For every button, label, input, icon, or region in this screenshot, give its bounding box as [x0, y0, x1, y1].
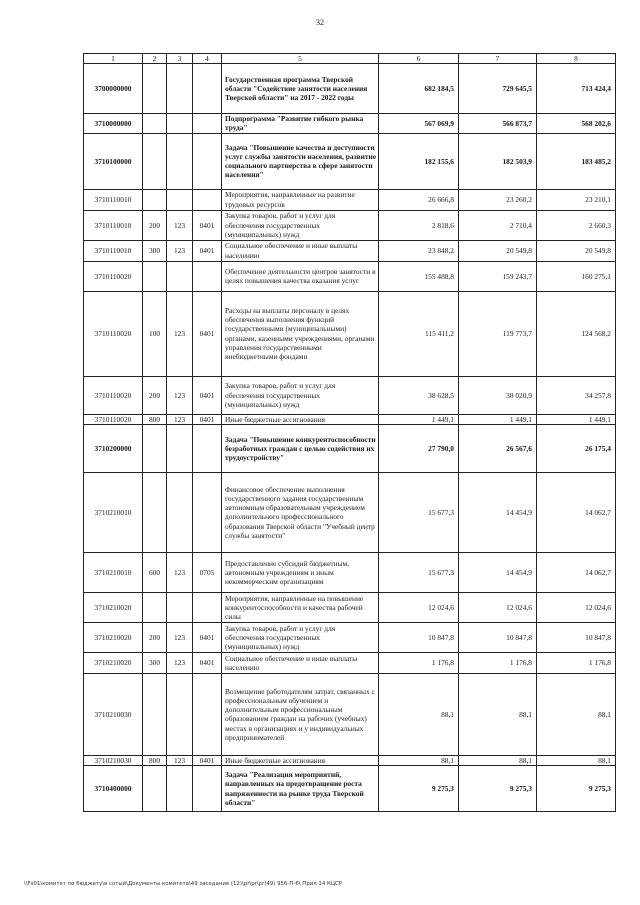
table-row [84, 189, 616, 210]
amount-year1-cell: 88,1 [379, 755, 459, 765]
description-cell: Закупка товаров, работ и услуг для обеспечения государственных (муниципальных) нужд [222, 376, 379, 414]
table-row [84, 240, 616, 261]
kvr-code-cell: 200 [143, 376, 167, 414]
amount-year3-cell: 713 424,4 [537, 64, 616, 114]
table-row [84, 592, 616, 622]
kosgu-code-cell [167, 424, 193, 472]
amount-year3-cell: 14 062,7 [537, 472, 616, 552]
amount-year3-cell: 34 257,8 [537, 376, 616, 414]
footer-file-path: \\Fs01\комитет по бюджету\в сотый\Документы комитета\49 заседание (12)\pr\pr\pr(49) 956-П-6\ Прил 14 КЦСР [24, 881, 343, 887]
header-cell: 6 [379, 54, 459, 64]
amount-year3-cell: 26 175,4 [537, 424, 616, 472]
amount-year2-cell: 88,1 [459, 755, 537, 765]
header-cell: 5 [222, 54, 379, 64]
amount-year3-cell: 568 202,6 [537, 114, 616, 133]
amount-year1-cell: 15 677,3 [379, 472, 459, 552]
kvr-code-cell: 200 [143, 210, 167, 240]
amount-year3-cell: 183 485,2 [537, 133, 616, 189]
section-code-cell: 0401 [193, 622, 222, 652]
table-row [84, 552, 616, 592]
kvr-code-cell [143, 189, 167, 210]
amount-year2-cell: 26 567,6 [459, 424, 537, 472]
kvr-code-cell [143, 261, 167, 291]
description-cell: Предоставление субсидий бюджетным, автономным учреждениям и иным некоммерческим организациям [222, 552, 379, 592]
description-cell: Подпрограмма "Развитие гибкого рынка труда" [222, 114, 379, 133]
csr-code-cell: 3710210020 [84, 622, 143, 652]
section-code-cell [193, 673, 222, 755]
amount-year3-cell: 14 062,7 [537, 552, 616, 592]
kosgu-code-cell: 123 [167, 552, 193, 592]
amount-year2-cell: 1 449,1 [459, 414, 537, 424]
section-code-cell: 0401 [193, 755, 222, 765]
description-cell: Возмещение работодателям затрат, связанных с профессиональным обучением и дополнительным профессиональным образованием граждан на рабочих (учебных) местах в организациях и у индивидуальных предпринимателей [222, 673, 379, 755]
amount-year3-cell: 2 660,3 [537, 210, 616, 240]
amount-year3-cell: 160 275,1 [537, 261, 616, 291]
section-code-cell: 0401 [193, 291, 222, 376]
table-row [84, 424, 616, 472]
header-cell: 4 [193, 54, 222, 64]
description-cell: Обеспечение деятельности центров занятости в целях повышения качества оказания услуг [222, 261, 379, 291]
amount-year2-cell: 729 645,5 [459, 64, 537, 114]
header-row [84, 54, 616, 64]
kvr-code-cell: 100 [143, 291, 167, 376]
amount-year2-cell: 88,1 [459, 673, 537, 755]
kosgu-code-cell [167, 673, 193, 755]
table-row [84, 64, 616, 114]
csr-code-cell: 3710110020 [84, 291, 143, 376]
description-cell: Иные бюджетные ассигнования [222, 755, 379, 765]
kosgu-code-cell: 123 [167, 755, 193, 765]
section-code-cell [193, 766, 222, 812]
table-row [84, 652, 616, 673]
section-code-cell [193, 133, 222, 189]
csr-code-cell: 3710210030 [84, 673, 143, 755]
kvr-code-cell [143, 133, 167, 189]
amount-year1-cell: 682 184,5 [379, 64, 459, 114]
csr-code-cell: 3710110010 [84, 240, 143, 261]
amount-year1-cell: 26 666,8 [379, 189, 459, 210]
amount-year3-cell: 10 847,8 [537, 622, 616, 652]
section-code-cell [193, 261, 222, 291]
csr-code-cell: 3710110010 [84, 189, 143, 210]
amount-year1-cell: 1 176,8 [379, 652, 459, 673]
csr-code-cell: 3710400000 [84, 766, 143, 812]
amount-year3-cell: 9 275,3 [537, 766, 616, 812]
csr-code-cell: 3710210010 [84, 552, 143, 592]
amount-year2-cell: 2 710,4 [459, 210, 537, 240]
kvr-code-cell: 600 [143, 552, 167, 592]
table-row [84, 133, 616, 189]
kosgu-code-cell [167, 766, 193, 812]
kosgu-code-cell: 123 [167, 622, 193, 652]
amount-year1-cell: 23 848,2 [379, 240, 459, 261]
amount-year3-cell: 124 568,2 [537, 291, 616, 376]
amount-year2-cell: 566 873,7 [459, 114, 537, 133]
kvr-code-cell: 800 [143, 755, 167, 765]
kosgu-code-cell: 123 [167, 291, 193, 376]
table-row [84, 291, 616, 376]
header-cell: 2 [143, 54, 167, 64]
kvr-code-cell [143, 766, 167, 812]
amount-year1-cell: 15 677,3 [379, 552, 459, 592]
table-row [84, 210, 616, 240]
description-cell: Финансовое обеспечение выполнения государственного задания государственным автономным образовательным учреждением дополнительного профессионального образования Тверской области "Учебный центр службы занятости" [222, 472, 379, 552]
kvr-code-cell [143, 472, 167, 552]
amount-year2-cell: 182 503,9 [459, 133, 537, 189]
description-cell: Социальное обеспечение и иные выплаты населению [222, 240, 379, 261]
amount-year3-cell: 23 210,1 [537, 189, 616, 210]
budget-table [83, 53, 616, 812]
kosgu-code-cell: 123 [167, 376, 193, 414]
description-cell: Закупка товаров, работ и услуг для обеспечения государственных (муниципальных) нужд [222, 622, 379, 652]
section-code-cell [193, 64, 222, 114]
description-cell: Закупка товаров, работ и услуг для обеспечения государственных (муниципальных) нужд [222, 210, 379, 240]
amount-year1-cell: 38 628,5 [379, 376, 459, 414]
kosgu-code-cell: 123 [167, 652, 193, 673]
kvr-code-cell [143, 673, 167, 755]
table-row [84, 622, 616, 652]
amount-year2-cell: 159 243,7 [459, 261, 537, 291]
amount-year1-cell: 1 449,1 [379, 414, 459, 424]
description-cell: Мероприятия, направленные на повышение конкурентоспособности и качества рабочей силы [222, 592, 379, 622]
amount-year2-cell: 1 176,8 [459, 652, 537, 673]
amount-year3-cell: 20 549,8 [537, 240, 616, 261]
page-number: 32 [316, 18, 324, 27]
description-cell: Задача "Повышение качества и доступности услуг службы занятости населения, развитие социального партнерства в сфере занятости населения" [222, 133, 379, 189]
header-cell: 8 [537, 54, 616, 64]
csr-code-cell: 3710100000 [84, 133, 143, 189]
section-code-cell [193, 592, 222, 622]
kvr-code-cell: 800 [143, 414, 167, 424]
table-row [84, 755, 616, 765]
kosgu-code-cell [167, 592, 193, 622]
csr-code-cell: 3710110010 [84, 210, 143, 240]
description-cell: Задача "Реализация мероприятий, направленных на предотвращение роста напряженности на рынке труда Тверской области" [222, 766, 379, 812]
amount-year1-cell: 182 155,6 [379, 133, 459, 189]
kvr-code-cell [143, 114, 167, 133]
kvr-code-cell: 300 [143, 240, 167, 261]
kosgu-code-cell [167, 64, 193, 114]
description-cell: Задача "Повышение конкурентоспособности безработных граждан с целью содействия их трудоустройству" [222, 424, 379, 472]
amount-year1-cell: 88,1 [379, 673, 459, 755]
section-code-cell: 0401 [193, 652, 222, 673]
kvr-code-cell: 200 [143, 622, 167, 652]
amount-year1-cell: 2 818,6 [379, 210, 459, 240]
table-row [84, 376, 616, 414]
amount-year3-cell: 1 176,8 [537, 652, 616, 673]
kvr-code-cell [143, 424, 167, 472]
table-row [84, 673, 616, 755]
csr-code-cell: 3700000000 [84, 64, 143, 114]
csr-code-cell: 3710210030 [84, 755, 143, 765]
section-code-cell: 0401 [193, 414, 222, 424]
section-code-cell [193, 424, 222, 472]
description-cell: Расходы на выплаты персоналу в целях обеспечения выполнения функций государственными (муниципальными) органами, казенными учреждениями, органами управления государственными внебюджетными фондами [222, 291, 379, 376]
kosgu-code-cell: 123 [167, 240, 193, 261]
csr-code-cell: 3710110020 [84, 261, 143, 291]
section-code-cell: 0401 [193, 240, 222, 261]
amount-year3-cell: 1 449,1 [537, 414, 616, 424]
amount-year2-cell: 38 020,9 [459, 376, 537, 414]
kosgu-code-cell [167, 189, 193, 210]
description-cell: Мероприятия, направленные на развитие трудовых ресурсов [222, 189, 379, 210]
amount-year1-cell: 12 024,6 [379, 592, 459, 622]
csr-code-cell: 3710110020 [84, 376, 143, 414]
amount-year2-cell: 20 549,8 [459, 240, 537, 261]
amount-year2-cell: 14 454,9 [459, 552, 537, 592]
kosgu-code-cell: 123 [167, 414, 193, 424]
csr-code-cell: 3710200000 [84, 424, 143, 472]
amount-year2-cell: 10 847,8 [459, 622, 537, 652]
kosgu-code-cell: 123 [167, 210, 193, 240]
kosgu-code-cell [167, 261, 193, 291]
table-row [84, 261, 616, 291]
kvr-code-cell [143, 592, 167, 622]
description-cell: Иные бюджетные ассигнования [222, 414, 379, 424]
amount-year2-cell: 12 024,6 [459, 592, 537, 622]
csr-code-cell: 3710210020 [84, 652, 143, 673]
kvr-code-cell: 300 [143, 652, 167, 673]
amount-year3-cell: 12 024,6 [537, 592, 616, 622]
amount-year1-cell: 10 847,8 [379, 622, 459, 652]
amount-year3-cell: 88,1 [537, 673, 616, 755]
kosgu-code-cell [167, 472, 193, 552]
section-code-cell: 0401 [193, 376, 222, 414]
csr-code-cell: 3710210010 [84, 472, 143, 552]
amount-year1-cell: 567 069,9 [379, 114, 459, 133]
csr-code-cell: 3710110020 [84, 414, 143, 424]
amount-year3-cell: 88,1 [537, 755, 616, 765]
amount-year1-cell: 155 488,8 [379, 261, 459, 291]
header-cell: 1 [84, 54, 143, 64]
table-row [84, 114, 616, 133]
header-cell: 3 [167, 54, 193, 64]
table-row [84, 472, 616, 552]
section-code-cell: 0401 [193, 210, 222, 240]
section-code-cell [193, 472, 222, 552]
amount-year1-cell: 9 275,3 [379, 766, 459, 812]
csr-code-cell: 3710210020 [84, 592, 143, 622]
amount-year1-cell: 27 790,0 [379, 424, 459, 472]
kvr-code-cell [143, 64, 167, 114]
kosgu-code-cell [167, 133, 193, 189]
kosgu-code-cell [167, 114, 193, 133]
csr-code-cell: 3710000000 [84, 114, 143, 133]
table-row [84, 414, 616, 424]
description-cell: Государственная программа Тверской области "Содействие занятости населения Тверской области" на 2017 - 2022 годы [222, 64, 379, 114]
amount-year2-cell: 119 773,7 [459, 291, 537, 376]
table-row [84, 766, 616, 812]
section-code-cell: 0705 [193, 552, 222, 592]
header-cell: 7 [459, 54, 537, 64]
amount-year1-cell: 115 411,2 [379, 291, 459, 376]
description-cell: Социальное обеспечение и иные выплаты населению [222, 652, 379, 673]
section-code-cell [193, 114, 222, 133]
section-code-cell [193, 189, 222, 210]
amount-year2-cell: 14 454,9 [459, 472, 537, 552]
amount-year2-cell: 23 260,2 [459, 189, 537, 210]
amount-year2-cell: 9 275,3 [459, 766, 537, 812]
